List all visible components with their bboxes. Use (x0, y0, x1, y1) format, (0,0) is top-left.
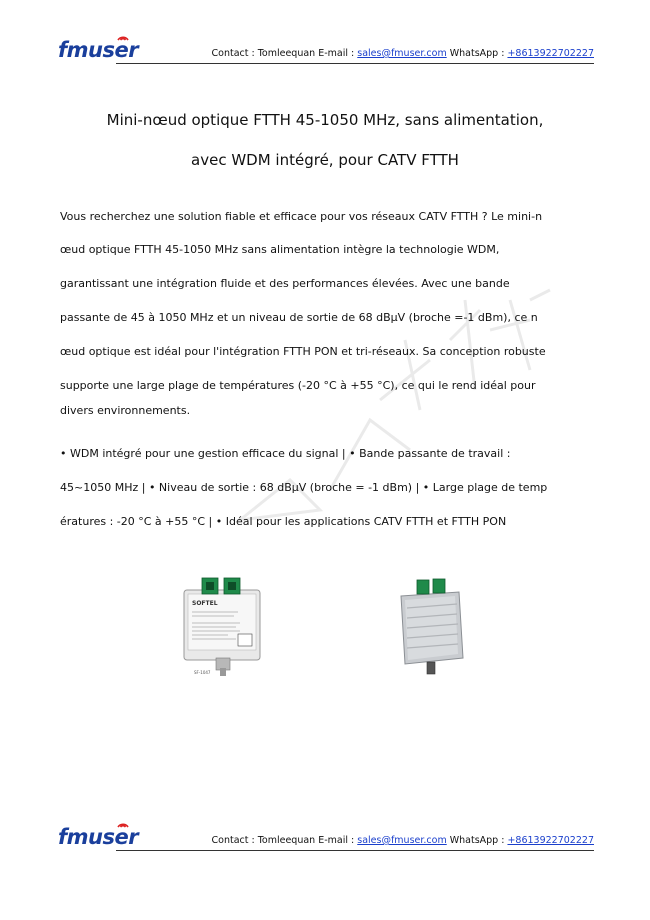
body-line-5: œud optique est idéal pour l'intégration FTTH PON et tri-réseaux. Sa conception robuste (60, 345, 546, 358)
header-rule (116, 63, 594, 64)
product-image-angled (395, 578, 467, 678)
body-line-3: garantissant une intégration fluide et des performances élevées. Avec une bande (60, 277, 510, 290)
body-line-7: divers environnements. (60, 404, 191, 417)
product-image-front (178, 576, 268, 680)
feature-line-2: 45~1050 MHz | • Niveau de sortie : 68 dBμV (broche = -1 dBm) | • Large plage de temp (60, 481, 548, 494)
body-line-6: supporte une large plage de températures (-20 °C à +55 °C), ce qui le rend idéal pour (60, 379, 536, 392)
footer-contact: Contact : Tomleequan E-mail : sales@fmuser.com WhatsApp : +8613922702227 (211, 835, 594, 846)
page-title-line-1: Mini-nœud optique FTTH 45-1050 MHz, sans alimentation, (106, 111, 544, 129)
body-line-2: œud optique FTTH 45-1050 MHz sans alimentation intègre la technologie WDM, (60, 243, 500, 256)
footer-email-link[interactable]: sales@fmuser.com (357, 835, 447, 846)
signal-icon (116, 30, 130, 42)
product-brand-label: SOFTEL (192, 600, 218, 607)
page-footer (58, 823, 594, 853)
header-phone-link[interactable]: +8613922702227 (507, 48, 594, 59)
feature-line-3: ératures : -20 °C à +55 °C | • Idéal pour les applications CATV FTTH et FTTH PON (60, 515, 507, 528)
fmuser-logo-footer: fmuser (58, 825, 138, 849)
header-contact: Contact : Tomleequan E-mail : sales@fmuser.com WhatsApp : +8613922702227 (211, 48, 594, 59)
feature-line-1: • WDM intégré pour une gestion efficace du signal | • Bande passante de travail : (60, 447, 511, 460)
footer-rule (116, 850, 594, 851)
fmuser-logo: fmuser (58, 38, 138, 62)
page-title-line-2: avec WDM intégré, pour CATV FTTH (191, 151, 459, 169)
product-serial-label: SF-1047 (194, 670, 211, 675)
page-header (58, 36, 594, 66)
signal-icon (116, 817, 130, 829)
header-email-link[interactable]: sales@fmuser.com (357, 48, 447, 59)
footer-phone-link[interactable]: +8613922702227 (507, 835, 594, 846)
body-line-4: passante de 45 à 1050 MHz et un niveau de sortie de 68 dBμV (broche =-1 dBm), ce n (60, 311, 538, 324)
body-line-1: Vous recherchez une solution fiable et efficace pour vos réseaux CATV FTTH ? Le mini-n (60, 210, 543, 223)
